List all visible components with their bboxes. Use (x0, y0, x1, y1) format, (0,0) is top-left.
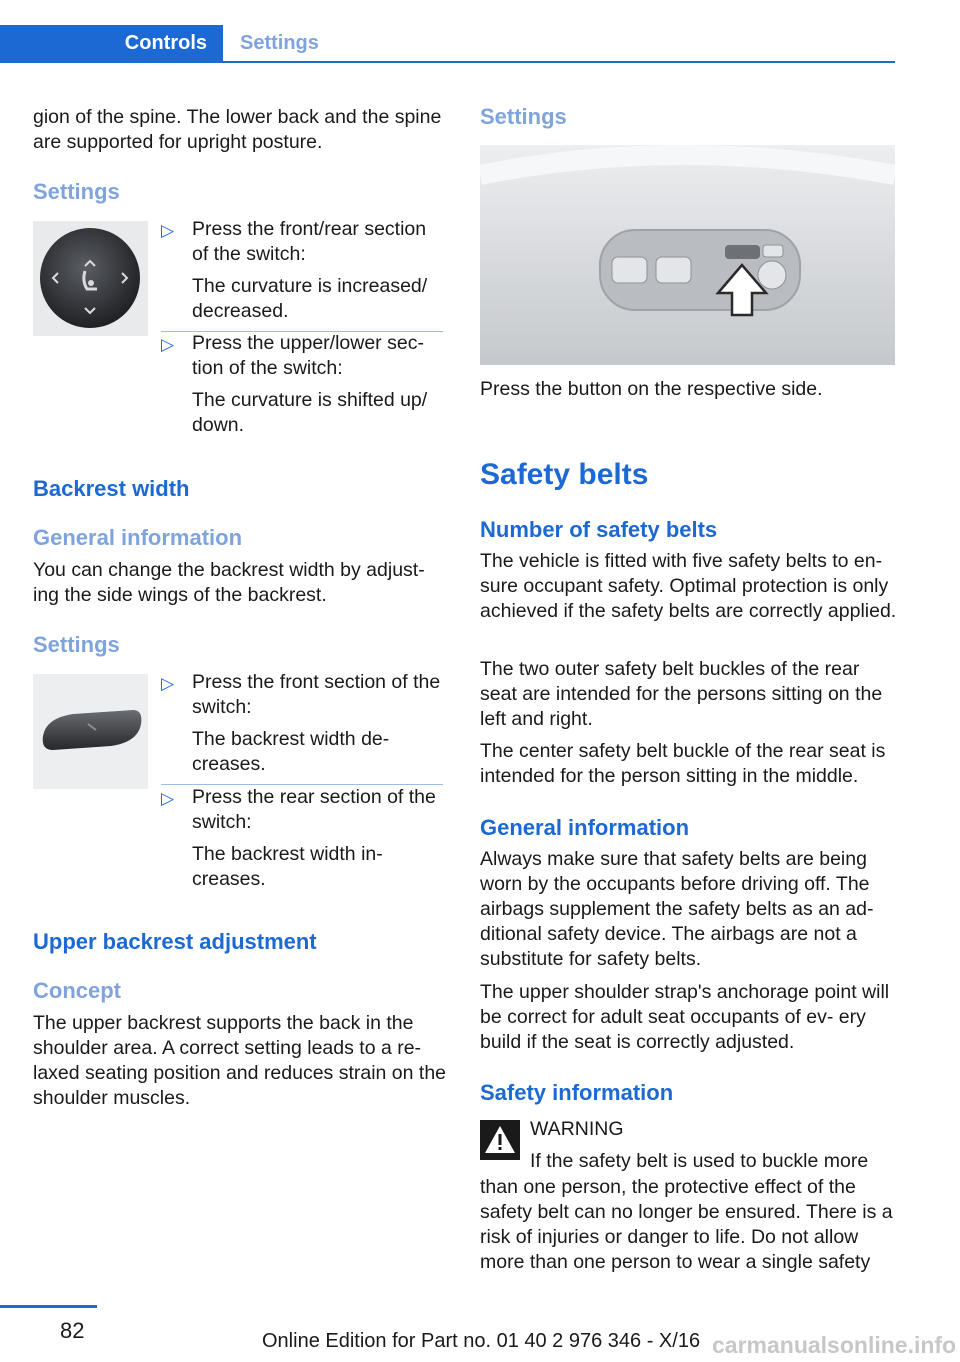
number-of-belts-heading: Number of safety belts (480, 517, 718, 542)
tab-settings[interactable]: Settings (240, 32, 319, 54)
page-number: 82 (60, 1318, 85, 1343)
lumbar-bullet-2: Press the upper/lower sec- tion of the switch: (192, 332, 424, 379)
general-paragraph-1: Always make sure that safety belts are being worn by the occupants before driving off. The airbags supplement the safety belts as an ad- ditional safety device. The airbags are not a substitute for safety belts. (480, 848, 874, 970)
backrest-width-switch-image (33, 674, 148, 789)
lumbar-bullet-1: Press the front/rear section of the switch: (192, 218, 427, 265)
concept-heading: Concept (33, 978, 121, 1003)
backrest-bullet-1: Press the front section of the switch: (192, 671, 441, 718)
backrest-width-heading: Backrest width (33, 476, 190, 501)
lumbar-switch-image (33, 221, 148, 336)
warning-label: WARNING (530, 1118, 624, 1140)
tab-controls[interactable]: Controls (0, 25, 223, 61)
settings-heading-backrest: Settings (33, 632, 120, 657)
footer-rule (0, 1305, 97, 1308)
warning-triangle-icon (480, 1120, 520, 1160)
lumbar-bullet-2-sub: The curvature is shifted up/ down. (192, 389, 428, 436)
backrest-general-heading: General information (33, 525, 243, 550)
header-tab-bar (0, 25, 895, 63)
backrest-bullet-2-sub: The backrest width in- creases. (192, 843, 383, 890)
safety-information-heading: Safety information (480, 1080, 674, 1105)
settings-heading-lumbar: Settings (33, 179, 120, 204)
lumbar-bullet-1-sub: The curvature is increased/ decreased. (192, 275, 428, 322)
intro-paragraph: gion of the spine. The lower back and the spine are supported for upright posture. (33, 106, 442, 153)
backrest-general-text: You can change the backrest width by adjust- ing the side wings of the backrest. (33, 559, 425, 606)
number-paragraph-2: The two outer safety belt buckles of the rear seat are intended for the persons sitting on the left and right. (480, 658, 883, 730)
settings-caption: Press the button on the respective side. (480, 378, 823, 400)
bullet-triangle-icon: ▷ (161, 335, 175, 354)
backrest-bullet-1-sub: The backrest width de- creases. (192, 728, 390, 775)
seat-button-photo (480, 145, 895, 365)
concept-text: The upper backrest supports the back in the shoulder area. A correct setting leads to a re- laxed seating position and reduces strain on the shoulder muscles. (33, 1012, 447, 1109)
number-paragraph-3: The center safety belt buckle of the rear seat is intended for the person sitting in the middle. (480, 740, 886, 787)
bullet-triangle-icon: ▷ (161, 674, 175, 693)
online-edition-text: Online Edition for Part no. 01 40 2 976 346 - X/16 (262, 1330, 701, 1352)
general-paragraph-2: The upper shoulder strap's anchorage point will be correct for adult seat occupants of ev- ery build if the seat is correctly adjusted. (480, 981, 890, 1053)
warning-text: than one person, the protective effect of the safety belt can no longer be ensured. There is a risk of injuries or danger to life. Do not allow more than one person to wear a single safety (480, 1176, 893, 1273)
safety-belts-heading: Safety belts (480, 458, 649, 491)
watermark-text: carmanualsonline.info (712, 1332, 957, 1358)
backrest-bullet-2: Press the rear section of the switch: (192, 786, 436, 833)
warning-line-1: If the safety belt is used to buckle more (530, 1150, 869, 1172)
general-info-heading: General information (480, 815, 690, 840)
bullet-triangle-icon: ▷ (161, 221, 175, 240)
settings-heading-right: Settings (480, 104, 567, 129)
upper-backrest-heading: Upper backrest adjustment (33, 929, 317, 954)
bullet-triangle-icon: ▷ (161, 789, 175, 808)
number-paragraph-1: The vehicle is fitted with five safety belts to en- sure occupant safety. Optimal protection is only achieved if the safety belts are correctly applied. (480, 550, 897, 622)
